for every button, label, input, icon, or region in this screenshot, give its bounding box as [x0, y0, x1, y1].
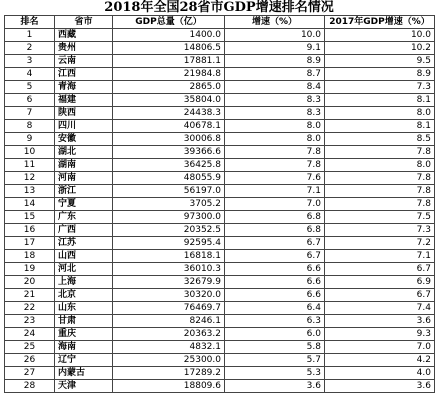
table-row	[5, 367, 435, 380]
growth-2017-cell: 7.8	[325, 198, 435, 211]
growth-2017-cell: 9.3	[325, 328, 435, 341]
page-title: 2018年全国28省市GDP增速排名情况	[104, 0, 334, 15]
table-row	[5, 42, 435, 55]
province-cell: 江苏	[55, 237, 113, 250]
rank-cell: 21	[5, 289, 55, 302]
gdp-total-cell: 40678.1	[113, 120, 225, 133]
rank-cell: 11	[5, 159, 55, 172]
growth-2017-cell: 4.0	[325, 367, 435, 380]
growth-cell: 6.8	[225, 211, 325, 224]
province-cell: 河南	[55, 172, 113, 185]
growth-cell: 10.0	[225, 29, 325, 42]
rank-cell: 9	[5, 133, 55, 146]
gdp-total-cell: 24438.3	[113, 107, 225, 120]
table-row	[5, 328, 435, 341]
growth-2017-cell: 6.7	[325, 263, 435, 276]
growth-cell: 6.8	[225, 224, 325, 237]
gdp-growth-table	[4, 15, 435, 393]
rank-cell: 3	[5, 55, 55, 68]
table-row	[5, 263, 435, 276]
growth-cell: 6.3	[225, 315, 325, 328]
province-cell: 重庆	[55, 328, 113, 341]
province-cell: 陕西	[55, 107, 113, 120]
table-body	[5, 29, 435, 393]
gdp-total-cell: 36425.8	[113, 159, 225, 172]
header-rank: 排名	[5, 16, 55, 29]
growth-2017-cell: 7.3	[325, 224, 435, 237]
growth-cell: 7.0	[225, 198, 325, 211]
gdp-total-cell: 20363.2	[113, 328, 225, 341]
gdp-total-cell: 97300.0	[113, 211, 225, 224]
growth-2017-cell: 3.6	[325, 380, 435, 393]
province-cell: 天津	[55, 380, 113, 393]
rank-cell: 24	[5, 328, 55, 341]
rank-cell: 22	[5, 302, 55, 315]
table-row	[5, 55, 435, 68]
rank-cell: 4	[5, 68, 55, 81]
growth-cell: 6.7	[225, 250, 325, 263]
header-growth-2017: 2017年GDP增速（%）	[325, 16, 435, 29]
gdp-total-cell: 35804.0	[113, 94, 225, 107]
rank-cell: 15	[5, 211, 55, 224]
rank-cell: 14	[5, 198, 55, 211]
rank-cell: 2	[5, 42, 55, 55]
province-cell: 甘肃	[55, 315, 113, 328]
growth-2017-cell: 4.2	[325, 354, 435, 367]
growth-2017-cell: 7.0	[325, 341, 435, 354]
province-cell: 宁夏	[55, 198, 113, 211]
table-row	[5, 250, 435, 263]
rank-cell: 16	[5, 224, 55, 237]
table-row	[5, 133, 435, 146]
growth-cell: 6.6	[225, 289, 325, 302]
growth-cell: 5.3	[225, 367, 325, 380]
gdp-total-cell: 21984.8	[113, 68, 225, 81]
gdp-total-cell: 20352.5	[113, 224, 225, 237]
growth-2017-cell: 8.5	[325, 133, 435, 146]
province-cell: 安徽	[55, 133, 113, 146]
province-cell: 广东	[55, 211, 113, 224]
growth-2017-cell: 7.1	[325, 250, 435, 263]
growth-cell: 7.8	[225, 146, 325, 159]
growth-2017-cell: 7.3	[325, 81, 435, 94]
growth-cell: 8.4	[225, 81, 325, 94]
header-province: 省市	[55, 16, 113, 29]
ranking-document	[4, 0, 434, 393]
rank-cell: 19	[5, 263, 55, 276]
table-row	[5, 302, 435, 315]
table-row	[5, 146, 435, 159]
growth-2017-cell: 6.9	[325, 276, 435, 289]
rank-cell: 1	[5, 29, 55, 42]
gdp-total-cell: 25300.0	[113, 354, 225, 367]
header-growth: 增速（%）	[225, 16, 325, 29]
table-row	[5, 185, 435, 198]
table-row	[5, 29, 435, 42]
growth-cell: 6.6	[225, 263, 325, 276]
gdp-total-cell: 17289.2	[113, 367, 225, 380]
rank-cell: 6	[5, 94, 55, 107]
rank-cell: 5	[5, 81, 55, 94]
growth-2017-cell: 6.7	[325, 289, 435, 302]
growth-cell: 6.6	[225, 276, 325, 289]
table-row	[5, 354, 435, 367]
growth-2017-cell: 9.5	[325, 55, 435, 68]
gdp-total-cell: 92595.4	[113, 237, 225, 250]
rank-cell: 26	[5, 354, 55, 367]
growth-cell: 9.1	[225, 42, 325, 55]
gdp-total-cell: 18809.6	[113, 380, 225, 393]
growth-2017-cell: 8.0	[325, 107, 435, 120]
rank-cell: 20	[5, 276, 55, 289]
province-cell: 北京	[55, 289, 113, 302]
growth-cell: 7.8	[225, 159, 325, 172]
growth-cell: 7.6	[225, 172, 325, 185]
province-cell: 西藏	[55, 29, 113, 42]
gdp-total-cell: 14806.5	[113, 42, 225, 55]
province-cell: 河北	[55, 263, 113, 276]
growth-2017-cell: 7.8	[325, 172, 435, 185]
rank-cell: 7	[5, 107, 55, 120]
table-row	[5, 237, 435, 250]
gdp-total-cell: 16818.1	[113, 250, 225, 263]
table-row	[5, 172, 435, 185]
table-row	[5, 380, 435, 393]
rank-cell: 18	[5, 250, 55, 263]
table-row	[5, 211, 435, 224]
growth-cell: 6.4	[225, 302, 325, 315]
growth-cell: 8.0	[225, 120, 325, 133]
gdp-total-cell: 8246.1	[113, 315, 225, 328]
table-row	[5, 341, 435, 354]
table-row	[5, 81, 435, 94]
growth-cell: 8.7	[225, 68, 325, 81]
table-row	[5, 107, 435, 120]
growth-2017-cell: 7.5	[325, 211, 435, 224]
table-row	[5, 68, 435, 81]
table-row	[5, 159, 435, 172]
province-cell: 福建	[55, 94, 113, 107]
rank-cell: 12	[5, 172, 55, 185]
growth-cell: 6.0	[225, 328, 325, 341]
province-cell: 浙江	[55, 185, 113, 198]
gdp-total-cell: 4832.1	[113, 341, 225, 354]
province-cell: 山西	[55, 250, 113, 263]
province-cell: 辽宁	[55, 354, 113, 367]
province-cell: 贵州	[55, 42, 113, 55]
gdp-total-cell: 36010.3	[113, 263, 225, 276]
gdp-total-cell: 30320.0	[113, 289, 225, 302]
growth-cell: 7.1	[225, 185, 325, 198]
table-row	[5, 198, 435, 211]
province-cell: 广西	[55, 224, 113, 237]
growth-cell: 8.9	[225, 55, 325, 68]
growth-cell: 8.3	[225, 107, 325, 120]
province-cell: 海南	[55, 341, 113, 354]
province-cell: 云南	[55, 55, 113, 68]
growth-cell: 5.7	[225, 354, 325, 367]
table-row	[5, 276, 435, 289]
gdp-total-cell: 2865.0	[113, 81, 225, 94]
gdp-total-cell: 17881.1	[113, 55, 225, 68]
growth-2017-cell: 8.1	[325, 94, 435, 107]
table-row	[5, 315, 435, 328]
gdp-total-cell: 3705.2	[113, 198, 225, 211]
province-cell: 江西	[55, 68, 113, 81]
table-header-row	[5, 16, 435, 29]
header-gdp-total: GDP总量（亿）	[113, 16, 225, 29]
province-cell: 湖南	[55, 159, 113, 172]
gdp-total-cell: 76469.7	[113, 302, 225, 315]
province-cell: 青海	[55, 81, 113, 94]
growth-cell: 8.3	[225, 94, 325, 107]
growth-cell: 5.8	[225, 341, 325, 354]
gdp-total-cell: 56197.0	[113, 185, 225, 198]
table-row	[5, 120, 435, 133]
gdp-total-cell: 48055.9	[113, 172, 225, 185]
table-row	[5, 94, 435, 107]
province-cell: 上海	[55, 276, 113, 289]
growth-2017-cell: 7.8	[325, 185, 435, 198]
growth-2017-cell: 10.2	[325, 42, 435, 55]
rank-cell: 8	[5, 120, 55, 133]
province-cell: 山东	[55, 302, 113, 315]
gdp-total-cell: 30006.8	[113, 133, 225, 146]
growth-cell: 3.6	[225, 380, 325, 393]
rank-cell: 10	[5, 146, 55, 159]
growth-2017-cell: 8.9	[325, 68, 435, 81]
table-row	[5, 224, 435, 237]
growth-cell: 8.0	[225, 133, 325, 146]
gdp-total-cell: 32679.9	[113, 276, 225, 289]
province-cell: 四川	[55, 120, 113, 133]
growth-2017-cell: 7.4	[325, 302, 435, 315]
rank-cell: 23	[5, 315, 55, 328]
province-cell: 湖北	[55, 146, 113, 159]
rank-cell: 13	[5, 185, 55, 198]
rank-cell: 28	[5, 380, 55, 393]
rank-cell: 27	[5, 367, 55, 380]
rank-cell: 17	[5, 237, 55, 250]
growth-2017-cell: 8.0	[325, 159, 435, 172]
growth-2017-cell: 8.1	[325, 120, 435, 133]
growth-cell: 6.7	[225, 237, 325, 250]
gdp-total-cell: 39366.6	[113, 146, 225, 159]
table-row	[5, 289, 435, 302]
province-cell: 内蒙古	[55, 367, 113, 380]
growth-2017-cell: 3.6	[325, 315, 435, 328]
gdp-total-cell: 1400.0	[113, 29, 225, 42]
growth-2017-cell: 7.2	[325, 237, 435, 250]
rank-cell: 25	[5, 341, 55, 354]
growth-2017-cell: 7.8	[325, 146, 435, 159]
growth-2017-cell: 10.0	[325, 29, 435, 42]
